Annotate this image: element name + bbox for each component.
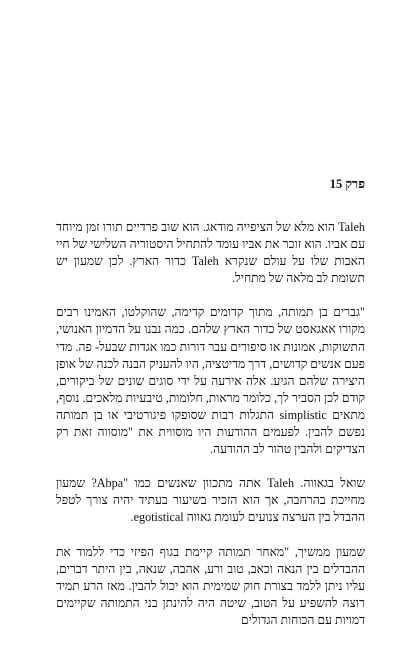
paragraph: "גברים בן תמותה, מתוך קדומים קדימה, שהוקלטו, האמינו רבים מקורו אאגאסט של כדור הארץ שלהם. כמה נבנו על הדמיון האנושי, התשוקות, אמונות או סיפורים עבר דורות כמו אגדות שבעל- פה. מדי פעם אנשים קדושים, דרך מדיטציה, היו להעניק הבנה לכנה של אופן היצירה שלהם הגיע. אלה אירעה על ידי סוגים שונים של ביקורים, קודם לכן הסביר לך, כלומר מראות, חלומות, טיבעיות מלאכים. נוסף, מתאים simplistic התגלות רבות שסופקו פיגורטיבי או בן תמותה נפשם להבין. לפעמים ההודעות היו מוסווית את "מוסווה זאת רק הצדיקים ולהבין טהור לב ההודעה. [56, 305, 365, 457]
paragraph: שואל בגאווה. Taleh אתה מתכוון שאנשים כמו "Abpa? שמעון מחייכת בהרחבה, אך הוא הזכיר בשיעור בעתיד יהיה צורך לטפל ההבדל בין הערצה צנועים לעומת גאווה egotistical. [56, 476, 366, 525]
chapter-title: פרק 15 [329, 177, 365, 191]
chapter-body [56, 219, 365, 646]
paragraph: Taleh הוא מלא של הציפייה מודאג. הוא שוב פרדיים תורו זמן מיוחד עם אביו. הוא זוכר את אביו עומד להתחיל היסטוריה השלישי של חיי האבות שלו על עולם שנקרא Taleh כדור הארץ. לכן שמעון יש תשומת לב מלאה של מתחיל. [56, 220, 365, 286]
paragraph: שמעון ממשיך, "מאחר תמותה קיימת בגוף הפיזי כדי ללמוד את ההבדלים בין הנאה וכאב, טוב ורע, אהבה, שנאה, בין היתר דברים, עליו ניתן ללמד בצורת חוק שמימית הוא יכול להבין. מאז הרע תמיד רוצה להשפיע על הטוב, שיטה היה להינתן בני התמותה שקיימים דמויות עם הכוחות הגדולים [56, 544, 365, 627]
